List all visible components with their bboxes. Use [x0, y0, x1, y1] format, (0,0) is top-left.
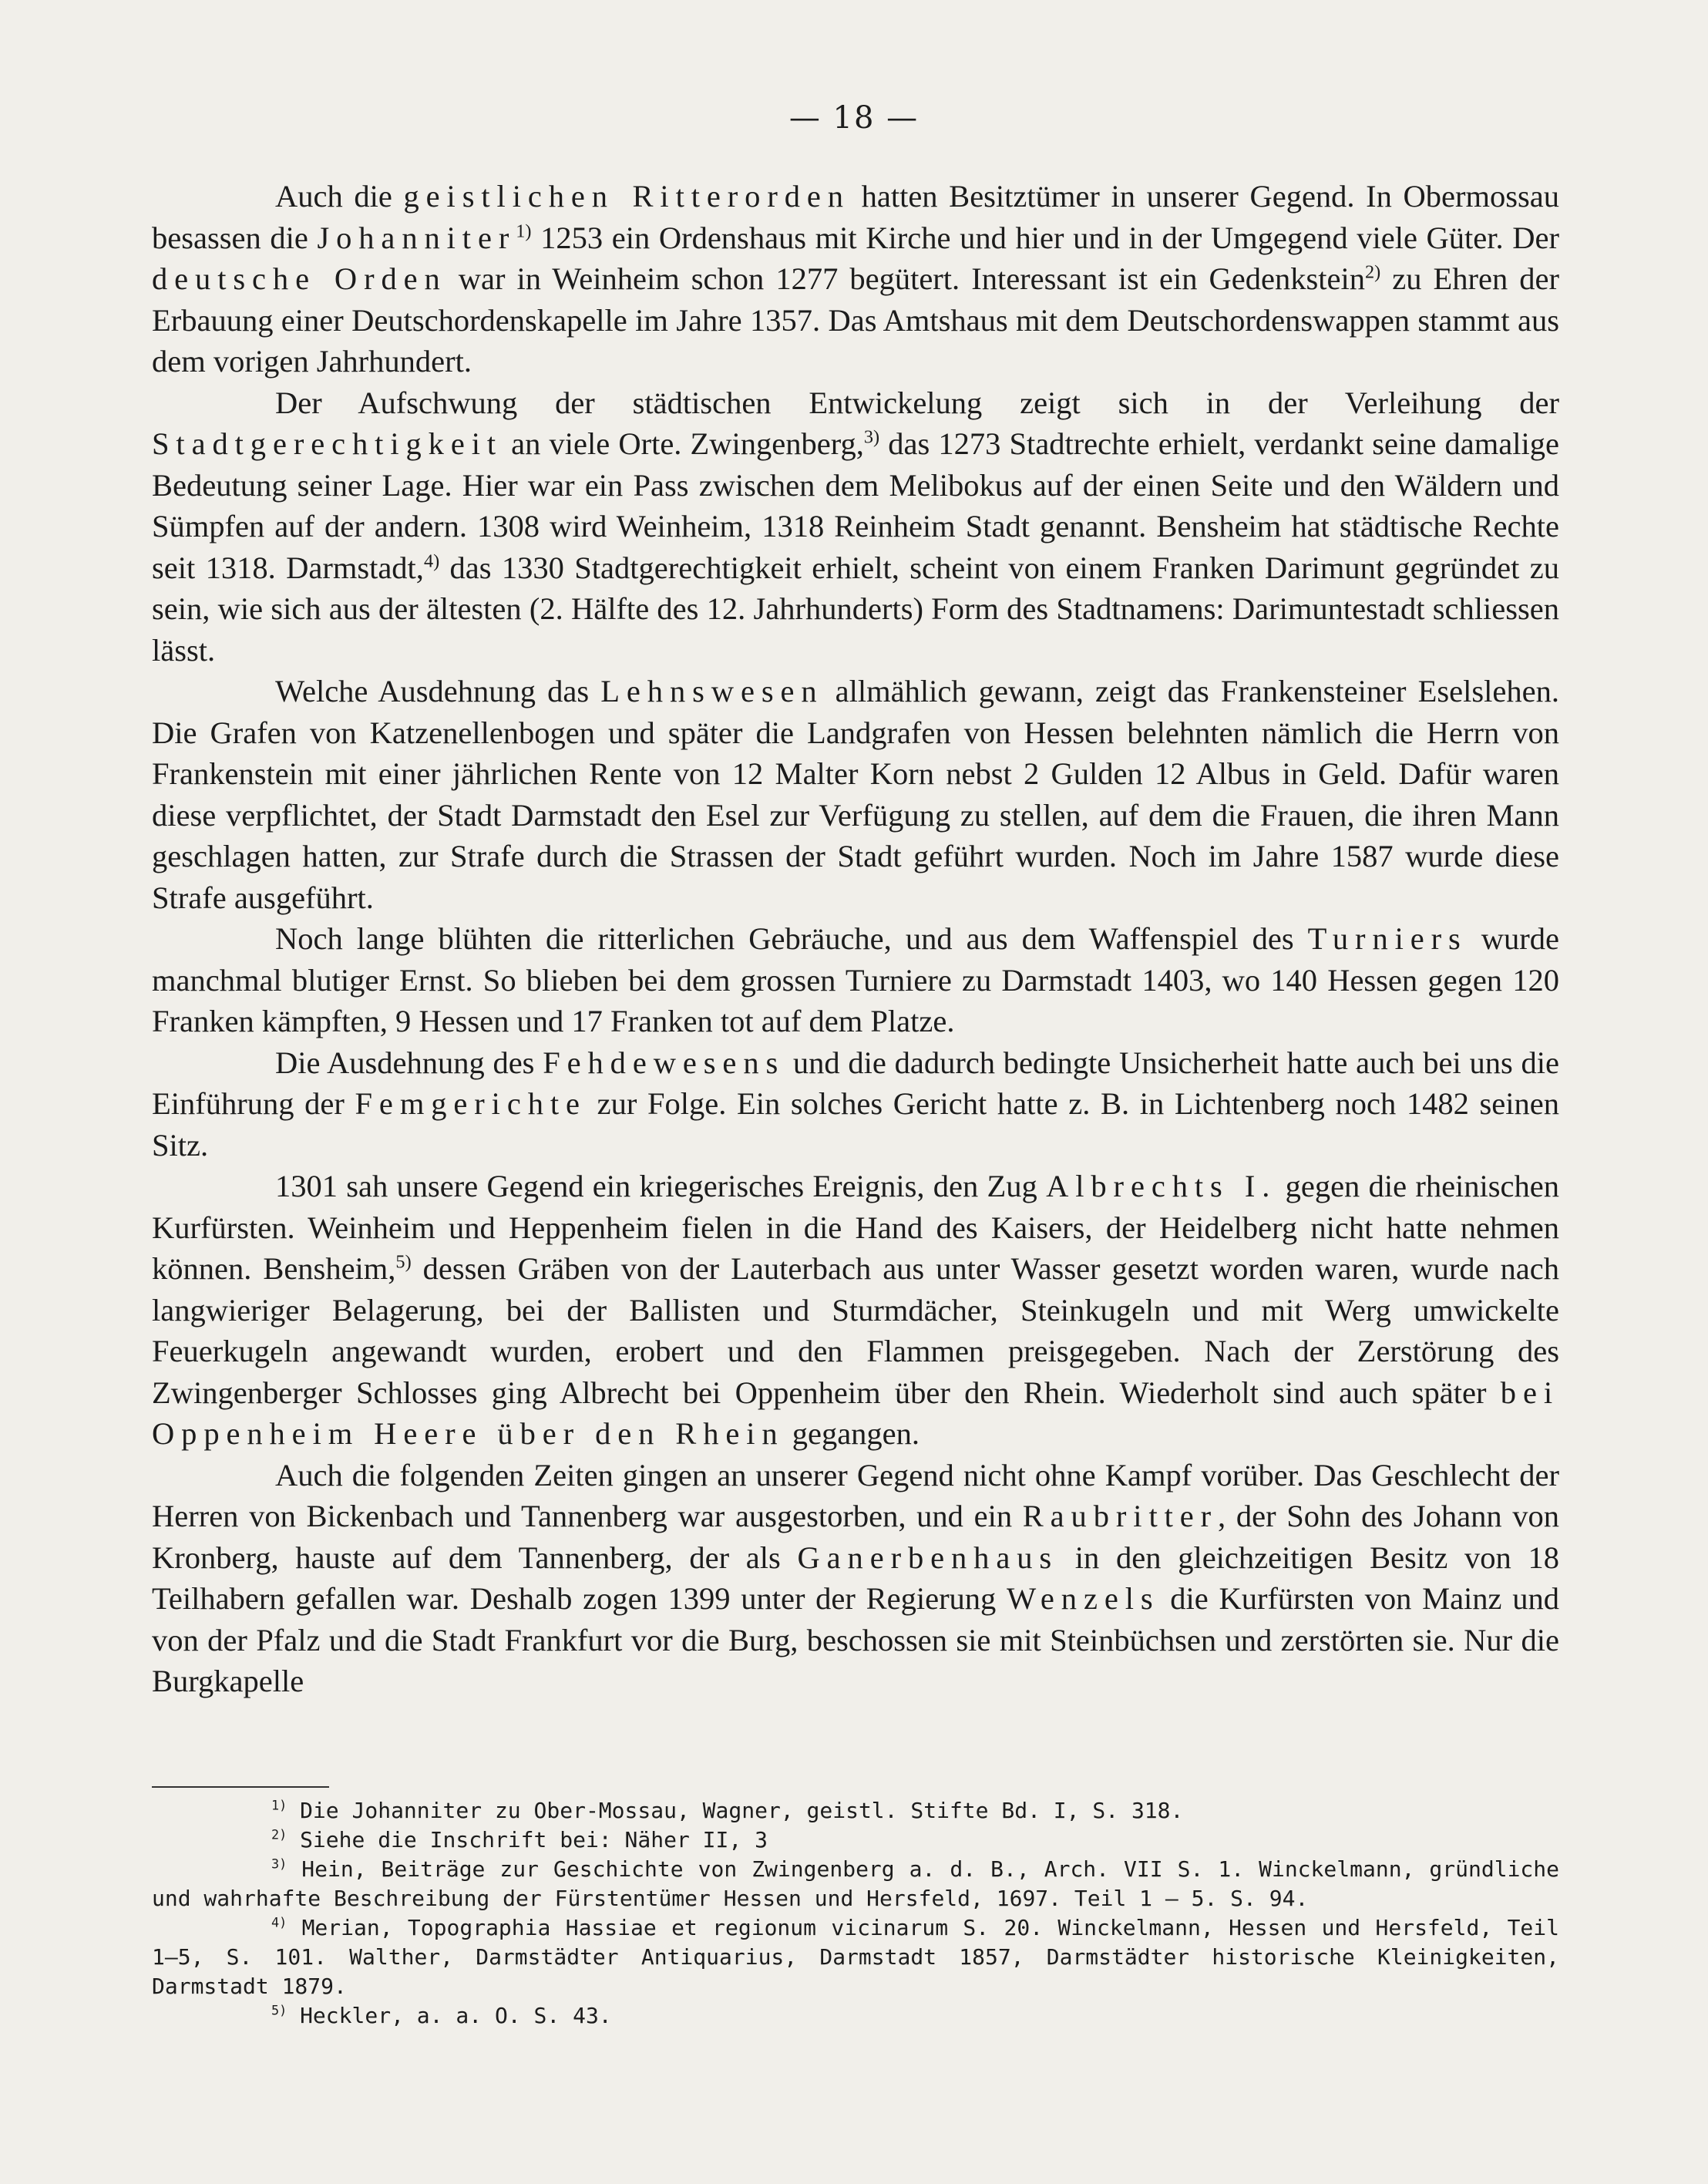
spaced-term: Raubritter	[1022, 1499, 1219, 1533]
spaced-term: Fehdewesens	[543, 1045, 785, 1080]
main-text	[152, 176, 1559, 1702]
footnote-ref: 2)	[1364, 261, 1381, 283]
paragraph-geistliche-ritterorden: Auch die geistlichen Ritterorden hatten Besitztümer in unserer Gegend. In Obermossau besassen die Johanniter$^{1)}$ 1253 ein Ordenshaus mit Kirche und hier und in der Umgegend viele Güter. Der deutsche Orden war in Weinheim schon 1277 begütert. Interessant ist ein Gedenkstein$^{2)}$ zu Ehren der Erbauung einer Deutschordenskapelle im Jahre 1357. Das Amtshaus mit dem Deutschordenswappen stammt aus dem vorigen Jahrhundert.	[152, 179, 1560, 379]
footnote-mark: 3)	[271, 1856, 287, 1872]
footnote-ref: 5)	[395, 1251, 412, 1273]
spaced-term: Albrechts I.	[1046, 1169, 1277, 1203]
footnote-ref: 4)	[423, 550, 440, 571]
footnote-mark: 2)	[271, 1826, 287, 1842]
footnote-1: $^{1)}$ Die Johanniter zu Ober-Mossau, Wagner, geistl. Stifte Bd. I, S. 318.	[271, 1797, 1184, 1823]
footnote-mark: 5)	[271, 2002, 287, 2018]
spaced-term: deutsche Orden	[152, 261, 447, 296]
spaced-term: Turniers	[1307, 921, 1468, 956]
paragraph-albrecht: 1301 sah unsere Gegend ein kriegerisches Ereignis, den Zug Albrechts I. gegen die rheinischen Kurfürsten. Weinheim und Heppenheim fielen in die Hand des Kaisers, der Heidelberg nicht hatte nehmen können. Bensheim,$^{5)}$ dessen Gräben von der Lauterbach aus unter Wasser gesetzt worden waren, wurde nach langwieriger Belagerung, bei der Ballisten und Sturmdächer, Steinkugeln und mit Werg umwickelte Feuerkugeln angewandt wurden, erobert und den Flammen preisgegeben. Nach der Zerstörung des Zwingenberger Schlosses ging Albrecht bei Oppenheim über den Rhein. Wiederholt sind auch später bei Oppenheim Heere über den Rhein gegangen.	[152, 1169, 1560, 1451]
spaced-term: bei Oppenheim Heere über den Rhein	[152, 1375, 1559, 1451]
footnote-5: $^{5)}$ Heckler, a. a. O. S. 43.	[271, 2002, 612, 2028]
footnote-ref: 1)	[516, 220, 532, 241]
footnote-ref: 3)	[863, 426, 880, 448]
spaced-term: Femgerichte	[355, 1086, 587, 1121]
spaced-term: Wenzels	[1007, 1581, 1160, 1616]
footnotes	[152, 1796, 1559, 2031]
footnote-3: $^{3)}$ Hein, Beiträge zur Geschichte von Zwingenberg a. d. B., Arch. VII S. 1. Winckelmann, gründliche und wahrhafte Beschreibung der Fürstentümer Hessen und Hersfeld, 1697. Teil 1 – 5. S. 94.	[152, 1856, 1559, 1911]
paragraph-lehnswesen: Welche Ausdehnung das Lehnswesen allmählich gewann, zeigt das Frankensteiner Eselslehen. Die Grafen von Katzenellenbogen und später die Landgrafen von Hessen belehnten nämlich die Herrn von Frankenstein mit einer jährlichen Rente von 12 Malter Korn nebst 2 Gulden 12 Albus in Geld. Dafür waren diese verpflichtet, der Stadt Darmstadt den Esel zur Verfügung zu stellen, auf dem die Frauen, die ihren Mann geschlagen hatten, zur Strafe durch die Strassen der Stadt geführt wurden. Noch im Jahre 1587 wurde diese Strafe ausgeführt.	[152, 674, 1559, 915]
spaced-term: geistlichen Ritterorden	[403, 179, 850, 214]
page-number: — 18 —	[788, 100, 920, 136]
spaced-term: Lehnswesen	[600, 674, 824, 708]
spaced-term: Johanniter	[317, 220, 516, 255]
paragraph-tannenberg: Auch die folgenden Zeiten gingen an unserer Gegend nicht ohne Kampf vorüber. Das Geschlecht der Herren von Bickenbach und Tannenberg war ausgestorben, und ein Raubritter, der Sohn des Johann von Kronberg, hauste auf dem Tannenberg, der als Ganerbenhaus in den gleichzeitigen Besitz von 18 Teilhabern gefallen war. Deshalb zogen 1399 unter der Regierung Wenzels die Kurfürsten von Mainz und von der Pfalz und die Stadt Frankfurt vor die Burg, beschossen sie mit Steinbüchsen und zerstörten sie. Nur die Burgkapelle	[152, 1457, 1559, 1698]
paragraph-stadtgerechtigkeit: Der Aufschwung der städtischen Entwickelung zeigt sich in der Verleihung der Stadtgerechtigkeit an viele Orte. Zwingenberg,$^{3)}$ das 1273 Stadtrechte erhielt, verdankt seine damalige Bedeutung seiner Lage. Hier war ein Pass zwischen dem Melibokus auf der einen Seite und den Wäldern und Sümpfen auf der andern. 1308 wird Weinheim, 1318 Reinheim Stadt genannt. Bensheim hat städtische Rechte seit 1318. Darmstadt,$^{4)}$ das 1330 Stadtgerechtigkeit erhielt, scheint von einem Franken Darimunt gegründet zu sein, wie sich aus der ältesten (2. Hälfte des 12. Jahrhunderts) Form des Stadtnamens: Darimuntestadt schliessen lässt.	[152, 385, 1559, 668]
spaced-term: Stadtgerechtigkeit	[152, 426, 503, 461]
paragraph-turniers: Noch lange blühten die ritterlichen Gebräuche, und aus dem Waffenspiel des Turniers wurde manchmal blutiger Ernst. So blieben bei dem grossen Turniere zu Darmstadt 1403, wo 140 Hessen gegen 120 Franken kämpften, 9 Hessen und 17 Franken tot auf dem Platze.	[152, 921, 1559, 1038]
paragraph-fehdewesen: Die Ausdehnung des Fehdewesens und die dadurch bedingte Unsicherheit hatte auch bei uns die Einführung der Femgerichte zur Folge. Ein solches Gericht hatte z. B. in Lichtenberg noch 1482 seinen Sitz.	[152, 1045, 1560, 1163]
footnote-4: $^{4)}$ Merian, Topographia Hassiae et regionum vicinarum S. 20. Winckelmann, Hessen und Hersfeld, Teil 1—5, S. 101. Walther, Darmstädter Antiquarius, Darmstadt 1857, Darmstädter historische Kleinigkeiten, Darmstadt 1879.	[152, 1914, 1559, 1999]
footnote-mark: 1)	[271, 1797, 287, 1813]
footnote-2: $^{2)}$ Siehe die Inschrift bei: Näher II, 3	[271, 1826, 768, 1853]
footnote-divider	[152, 1786, 329, 1788]
spaced-term: Ganerbenhaus	[797, 1540, 1059, 1575]
footnote-mark: 4)	[271, 1914, 287, 1930]
